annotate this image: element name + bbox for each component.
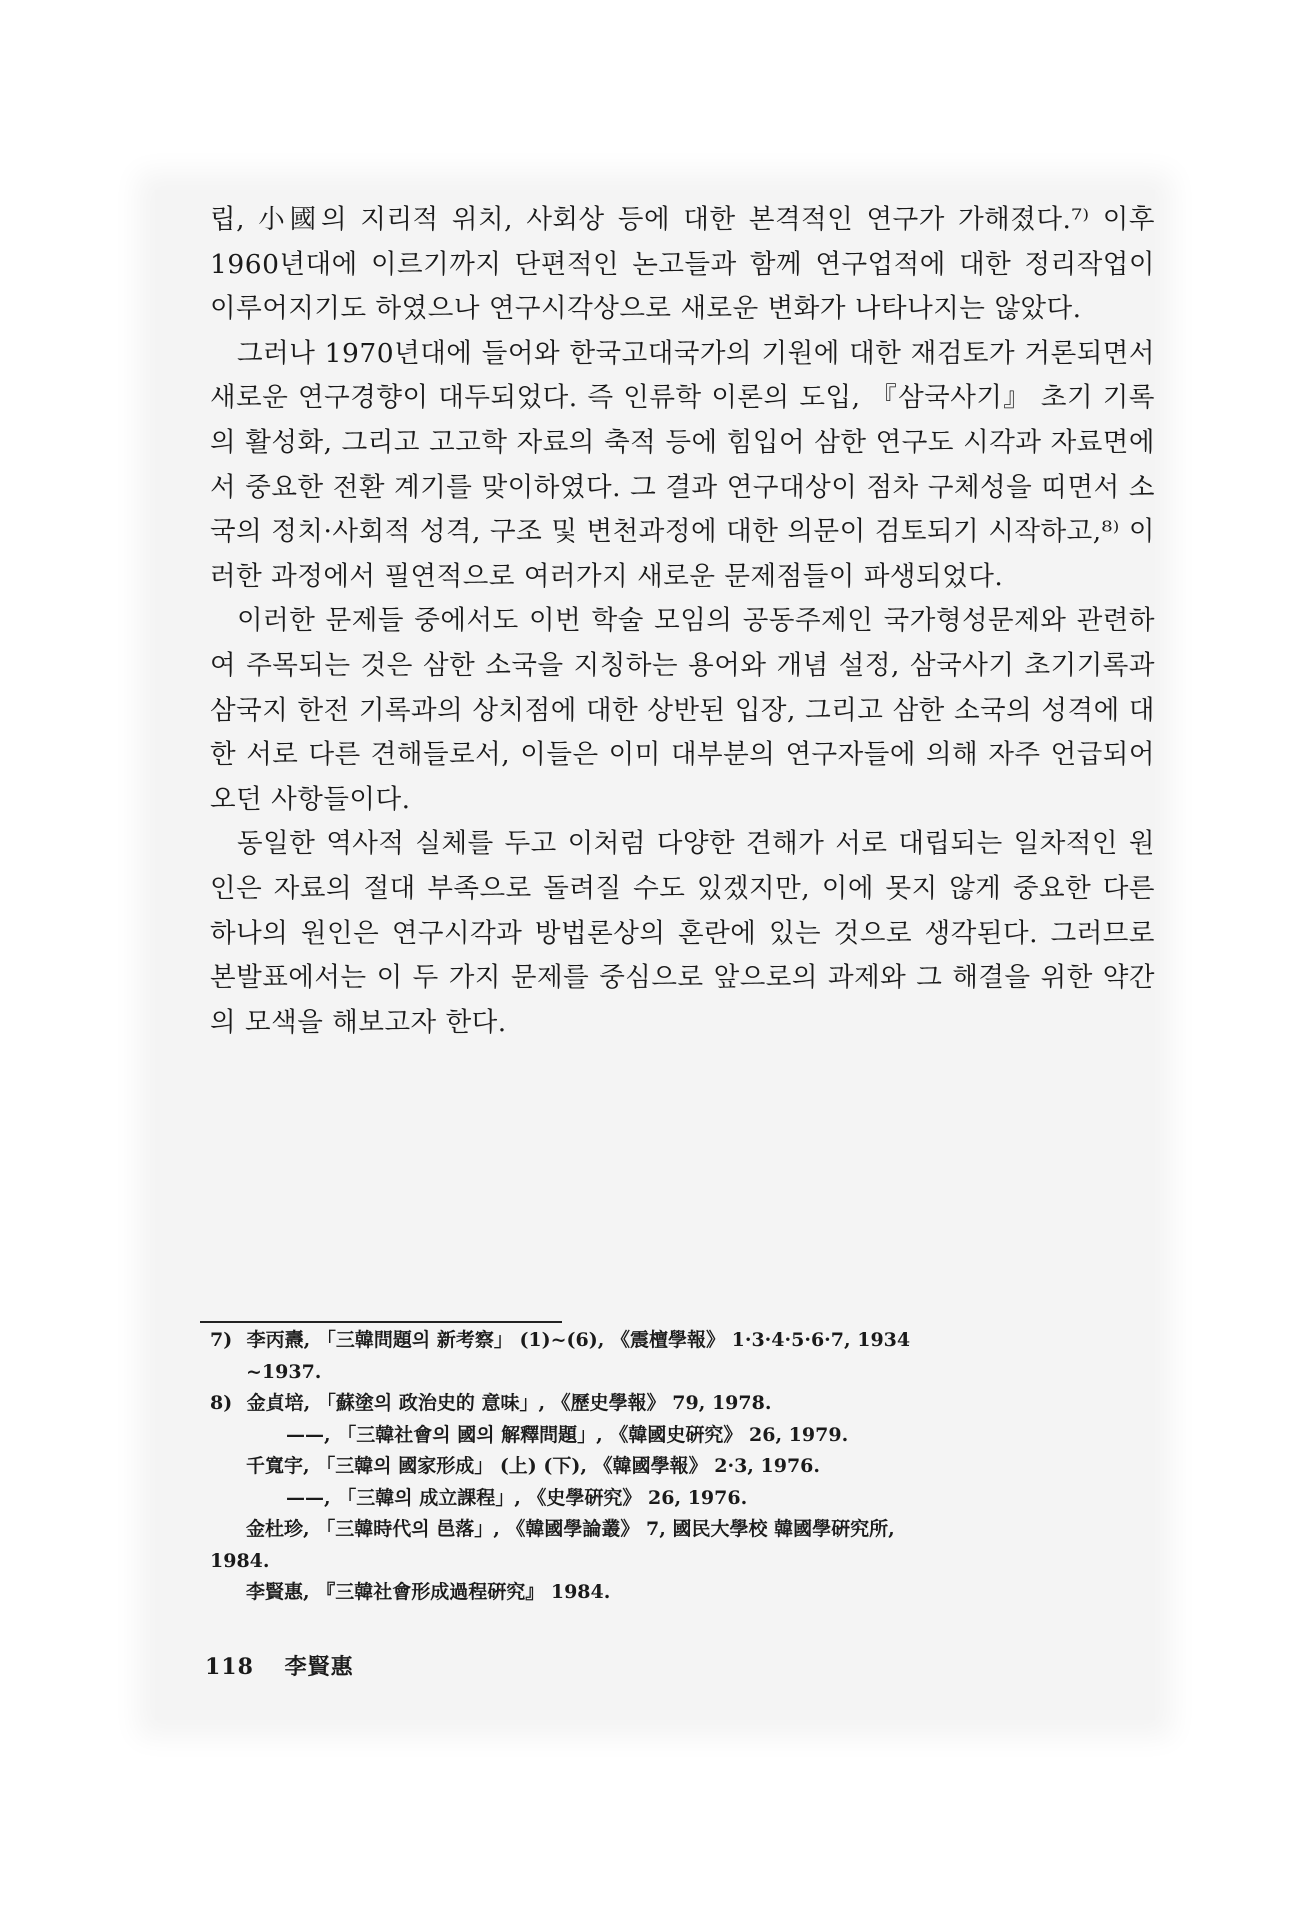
paragraph-4: 동일한 역사적 실체를 두고 이처럼 다양한 견해가 서로 대립되는 일차적인 원인은 자료의 절대 부족으로 돌려질 수도 있겠지만, 이에 못지 않게 중요한 다른 하나의 원인은 연구시각과 방법론상의 혼란에 있는 것으로 생각된다. 그러므로 본발표에서는 이 두 가지 문제를 중심으로 앞으로의 과제와 그 해결을 위한 약간의 모색을 해보고자 한다.	[210, 828, 1155, 1038]
footnote-divider	[200, 1321, 562, 1323]
footnote-8	[210, 1388, 1155, 1420]
footnote-8-wrap: 1984.	[210, 1549, 270, 1572]
footnote-8-number: 8)	[210, 1392, 233, 1414]
footnote-8-line-2: ——, 「三韓社會의 國의 解釋問題」, 《韓國史硏究》 26, 1979.	[286, 1423, 849, 1446]
footnote-8-line-1: 金貞培, 「蘇塗의 政治史的 意味」, 《歷史學報》 79, 1978.	[246, 1392, 772, 1414]
footnotes	[210, 1325, 1155, 1609]
footnote-8-line-3: 千寬宇, 「三韓의 國家形成」 (上) (下), 《韓國學報》 2·3, 1976.	[246, 1455, 821, 1477]
paragraph-1: 립, 小國의 지리적 위치, 사회상 등에 대한 본격적인 연구가 가해졌다.⁷⁾ 이후 1960년대에 이르기까지 단편적인 논고들과 함께 연구업적에 대한 정리작업이 이루어지기도 하였으나 연구시각상으로 새로운 변화가 나타나지는 않았다.	[210, 204, 1155, 325]
page-number: 118	[205, 1654, 254, 1680]
running-author: 李賢惠	[284, 1654, 354, 1680]
footnote-8-line-5: 金杜珍, 「三韓時代의 邑落」, 《韓國學論叢》 7, 國民大學校 韓國學硏究所,	[246, 1518, 895, 1540]
footnote-8-line-4: ——, 「三韓의 成立課程」, 《史學硏究》 26, 1976.	[286, 1486, 748, 1509]
page-footer	[205, 1650, 354, 1681]
paragraph-3: 이러한 문제들 중에서도 이번 학술 모임의 공동주제인 국가형성문제와 관련하여 주목되는 것은 삼한 소국을 지칭하는 용어와 개념 설정, 삼국사기 초기기록과 삼국지 한전 기록과의 상치점에 대한 상반된 입장, 그리고 삼한 소국의 성격에 대한 서로 다른 견해들로서, 이들은 이미 대부분의 연구자들에 의해 자주 언급되어 오던 사항들이다.	[210, 605, 1155, 815]
paragraph-2: 그러나 1970년대에 들어와 한국고대국가의 기원에 대한 재검토가 거론되면서 새로운 연구경향이 대두되었다. 즉 인류학 이론의 도입, 『삼국사기』 초기 기록의 활성화, 그리고 고고학 자료의 축적 등에 힘입어 삼한 연구도 시각과 자료면에서 중요한 전환 계기를 맞이하였다. 그 결과 연구대상이 점차 구체성을 띠면서 소국의 정치·사회적 성격, 구조 및 변천과정에 대한 의문이 검토되기 시작하고,⁸⁾ 이러한 과정에서 필연적으로 여러가지 새로운 문제점들이 파생되었다.	[210, 337, 1155, 592]
footnote-7-line-1: 李丙燾, 「三韓問題의 新考察」 (1)~(6), 《震檀學報》 1·3·4·5·6·7, 1934	[246, 1329, 911, 1351]
footnote-7	[210, 1325, 1155, 1357]
footnote-7-continuation: ~1937.	[246, 1360, 322, 1383]
footnote-8-line-6: 李賢惠, 『三韓社會形成過程硏究』 1984.	[246, 1581, 611, 1603]
footnote-7-number: 7)	[210, 1329, 233, 1351]
body-text	[210, 198, 1155, 1045]
